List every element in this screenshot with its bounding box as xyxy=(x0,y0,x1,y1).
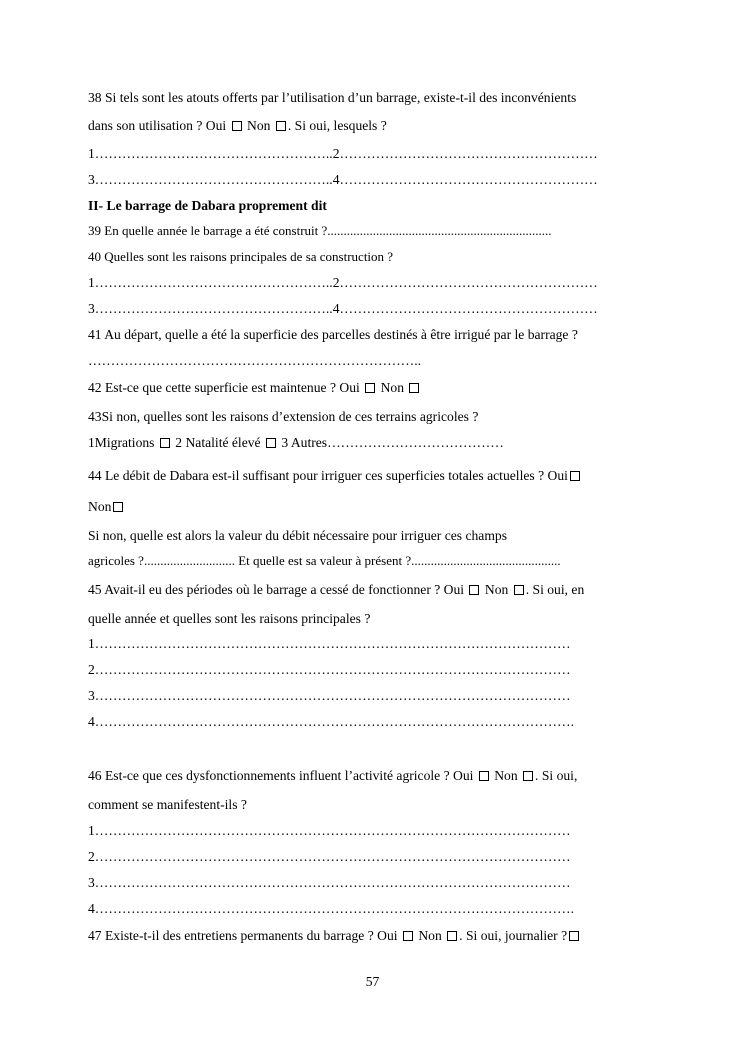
q39-text: 39 En quelle année le barrage a été construit ?..................................................................... xyxy=(88,223,552,238)
section-title: II- Le barrage de Dabara proprement dit xyxy=(88,198,327,213)
q44-follow-2: agricoles ?............................ Et quelle est sa valeur à présent ?.............................................. xyxy=(88,553,561,568)
q46-answer-row-4: 4……………………………………………………………………………………………. xyxy=(88,901,574,916)
q45-line2: quelle année et quelles sont les raisons principales ? xyxy=(88,611,371,626)
q42-non-checkbox[interactable] xyxy=(409,383,419,393)
q46-answer-row-1: 1…………………………………………………………………………………………… xyxy=(88,823,571,838)
q38-text-a: dans son utilisation ? Oui xyxy=(88,118,227,133)
q43-opt2: 2 Natalité élevé xyxy=(175,435,261,450)
q45-text-c: . Si oui, en xyxy=(525,582,585,597)
q46-answer-row-2: 2…………………………………………………………………………………………… xyxy=(88,849,571,864)
q38-text-c: . Si oui, lesquels ? xyxy=(287,118,387,133)
q47-text-b: Non xyxy=(418,928,442,943)
q46-answer-row-3: 3…………………………………………………………………………………………… xyxy=(88,875,571,890)
q46-text-a: 46 Est-ce que ces dysfonctionnements influent l’activité agricole ? Oui xyxy=(88,768,474,783)
q47-journalier-checkbox[interactable] xyxy=(569,931,579,941)
q38-line2 xyxy=(88,117,658,135)
q45-text-a: 45 Avait-il eu des périodes où le barrage a cessé de fonctionner ? Oui xyxy=(88,582,465,597)
q44-text-a: 44 Le débit de Dabara est-il suffisant pour irriguer ces superficies totales actuelles ? Oui xyxy=(88,468,568,483)
q43-opt3: 3 Autres………………………………… xyxy=(281,435,504,450)
q45-answer-row-3: 3…………………………………………………………………………………………… xyxy=(88,688,571,703)
q46-line2: comment se manifestent-ils ? xyxy=(88,797,247,812)
q45-text-b: Non xyxy=(484,582,509,597)
q38-oui-checkbox[interactable] xyxy=(232,121,242,131)
page-number: 57 xyxy=(365,974,380,989)
q44-text-b: Non xyxy=(88,499,112,514)
q38-non-checkbox[interactable] xyxy=(276,121,286,131)
q47-line xyxy=(88,927,658,945)
q44-non-line xyxy=(88,498,658,516)
q45-non-checkbox[interactable] xyxy=(514,585,524,595)
q44-follow-1: Si non, quelle est alors la valeur du débit nécessaire pour irriguer ces champs xyxy=(88,528,508,543)
q47-oui-checkbox[interactable] xyxy=(403,931,413,941)
q43-opt1: 1Migrations xyxy=(88,435,155,450)
q45-answer-row-2: 2…………………………………………………………………………………………… xyxy=(88,662,571,677)
q42-line xyxy=(88,379,658,397)
q46-non-checkbox[interactable] xyxy=(523,771,533,781)
q47-text-c: . Si oui, journalier ? xyxy=(459,928,568,943)
q38-answer-row-1: 1……………………………………………..2………………………………………………… xyxy=(88,146,598,161)
q43-natalite-checkbox[interactable] xyxy=(266,438,276,448)
q40-answer-row-1: 1……………………………………………..2………………………………………………… xyxy=(88,275,598,290)
q44-non-checkbox[interactable] xyxy=(113,502,123,512)
q47-text-a: 47 Existe-t-il des entretiens permanents du barrage ? Oui xyxy=(88,928,398,943)
q46-oui-checkbox[interactable] xyxy=(479,771,489,781)
q38-line1: 38 Si tels sont les atouts offerts par l’utilisation d’un barrage, existe-t-il des inconvénients xyxy=(88,90,577,105)
q42-text-b: Non xyxy=(380,380,404,395)
q43-text: 43Si non, quelles sont les raisons d’extension de ces terrains agricoles ? xyxy=(88,409,479,424)
q45-answer-row-1: 1…………………………………………………………………………………………… xyxy=(88,636,571,651)
q38-text-b: Non xyxy=(247,118,271,133)
q42-text-a: 42 Est-ce que cette superficie est maintenue ? Oui xyxy=(88,380,360,395)
q44-line xyxy=(88,467,658,485)
q44-oui-checkbox[interactable] xyxy=(570,471,580,481)
q41-answer: ……………………………………………………………….. xyxy=(88,353,422,368)
q40-text: 40 Quelles sont les raisons principales de sa construction ? xyxy=(88,249,394,264)
q40-answer-row-2: 3……………………………………………..4………………………………………………… xyxy=(88,301,598,316)
q43-migrations-checkbox[interactable] xyxy=(160,438,170,448)
q46-text-b: Non xyxy=(494,768,518,783)
q45-answer-row-4: 4……………………………………………………………………………………………. xyxy=(88,714,574,729)
q41-text: 41 Au départ, quelle a été la superficie des parcelles destinés à être irrigué par le barrage ? xyxy=(88,327,578,342)
q45-oui-checkbox[interactable] xyxy=(469,585,479,595)
q46-text-c: . Si oui, xyxy=(535,768,578,783)
q47-non-checkbox[interactable] xyxy=(447,931,457,941)
q43-options xyxy=(88,434,658,452)
q45-line1 xyxy=(88,581,658,599)
q38-answer-row-2: 3……………………………………………..4………………………………………………… xyxy=(88,172,598,187)
q42-oui-checkbox[interactable] xyxy=(365,383,375,393)
q46-line1 xyxy=(88,767,658,785)
